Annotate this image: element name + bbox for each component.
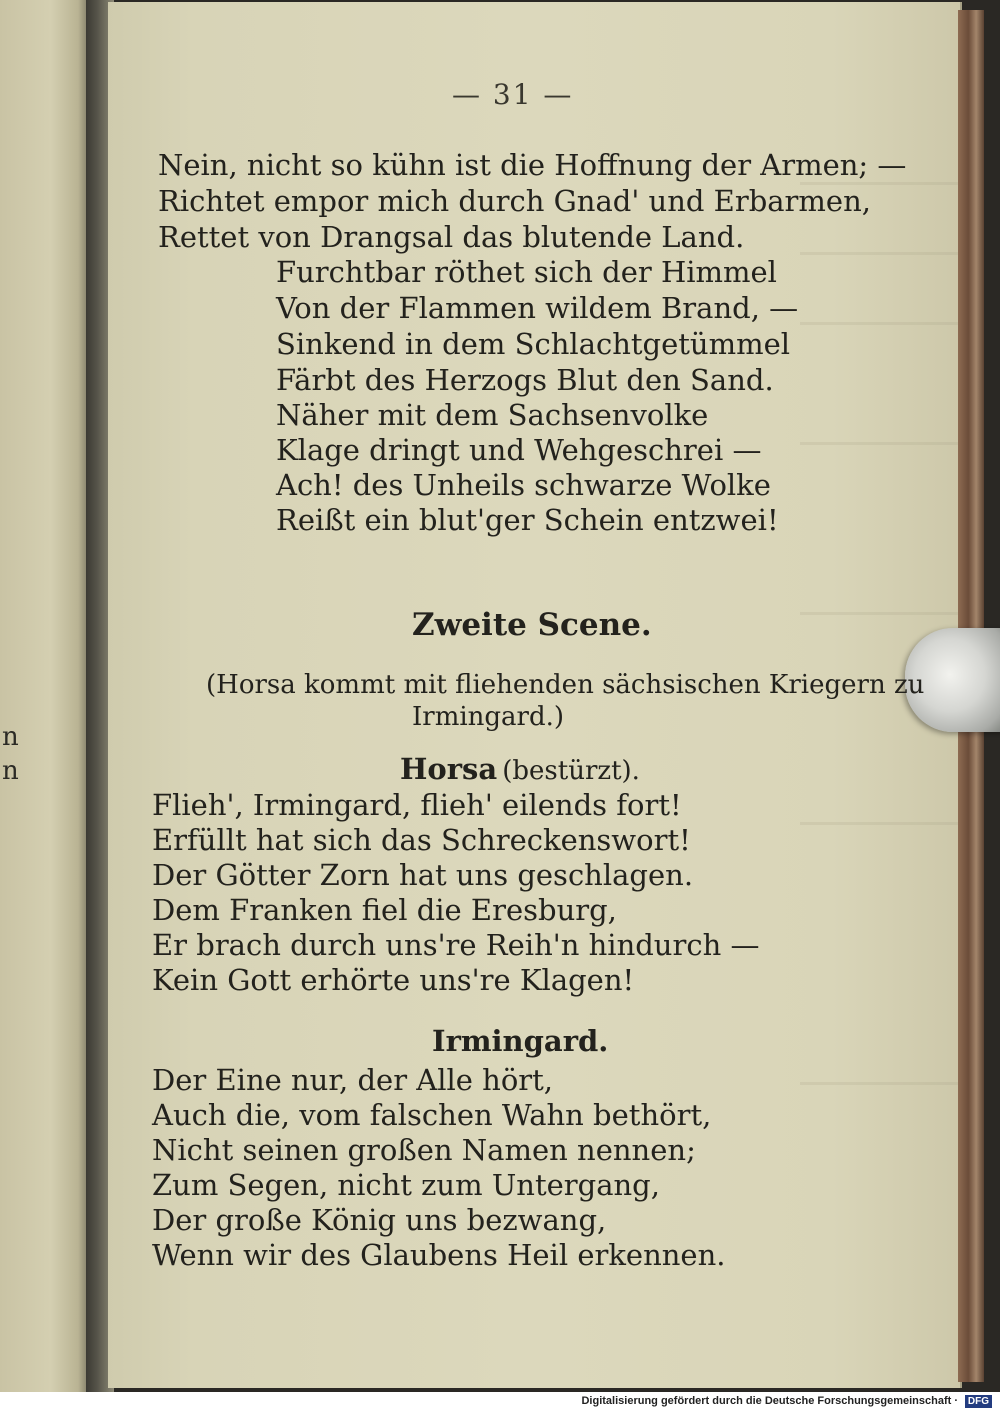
verse-line: Reißt ein blut'ger Schein entzwei!: [276, 503, 779, 537]
verse-line: Klage dringt und Wehgeschrei —: [276, 433, 762, 467]
verse-line: Rettet von Drangsal das blutende Land.: [158, 220, 745, 254]
verse-line: Zum Segen, nicht zum Untergang,: [152, 1168, 660, 1202]
verse-line: Der Eine nur, der Alle hört,: [152, 1063, 554, 1097]
verse-line: Er brach durch uns're Reih'n hindurch —: [152, 928, 760, 962]
verse-line: Sinkend in dem Schlachtgetümmel: [276, 327, 791, 361]
verse-line: Richtet empor mich durch Gnad' und Erbarmen,: [158, 184, 871, 218]
speaker-heading: [400, 752, 640, 786]
verse-line: Näher mit dem Sachsenvolke: [276, 398, 709, 432]
dfg-logo: DFG: [965, 1395, 992, 1408]
verse-line: Ach! des Unheils schwarze Wolke: [276, 468, 771, 502]
speaker-name: Horsa: [400, 752, 498, 786]
verse-line: Flieh', Irmingard, flieh' eilends fort!: [152, 788, 682, 822]
verse-line: Dem Franken fiel die Eresburg,: [152, 893, 617, 927]
verse-line: Nein, nicht so kühn ist die Hoffnung der Armen; —: [158, 148, 907, 182]
speaker-direction: (bestürzt).: [502, 756, 640, 786]
verse-line: Von der Flammen wildem Brand, —: [276, 291, 799, 325]
verse-line: Auch die, vom falschen Wahn bethört,: [152, 1098, 712, 1132]
speaker-name: Irmingard.: [432, 1024, 609, 1058]
verse-line: Nicht seinen großen Namen nennen;: [152, 1133, 696, 1167]
verse-line: Erfüllt hat sich das Schreckenswort!: [152, 823, 691, 857]
left-page-fragment: n: [2, 722, 19, 752]
stage-direction: (Horsa kommt mit fliehenden sächsischen Kriegern zu: [206, 670, 925, 700]
verse-line: Färbt des Herzogs Blut den Sand.: [276, 363, 774, 397]
verse-line: Furchtbar röthet sich der Himmel: [276, 255, 777, 289]
scene-heading: Zweite Scene.: [412, 607, 652, 643]
verse-line: Wenn wir des Glaubens Heil erkennen.: [152, 1238, 726, 1272]
verse-line: Der große König uns bezwang,: [152, 1203, 607, 1237]
left-page-fragment: n: [2, 756, 19, 786]
digitization-footer: [0, 1392, 1000, 1411]
page-number: — 31 —: [452, 78, 574, 111]
left-page-edge: [0, 0, 92, 1392]
footer-credit: Digitalisierung gefördert durch die Deutsche Forschungsgemeinschaft ·: [581, 1395, 958, 1407]
stage-direction: Irmingard.): [412, 702, 565, 732]
verse-line: Der Götter Zorn hat uns geschlagen.: [152, 858, 694, 892]
verse-line: Kein Gott erhörte uns're Klagen!: [152, 963, 635, 997]
